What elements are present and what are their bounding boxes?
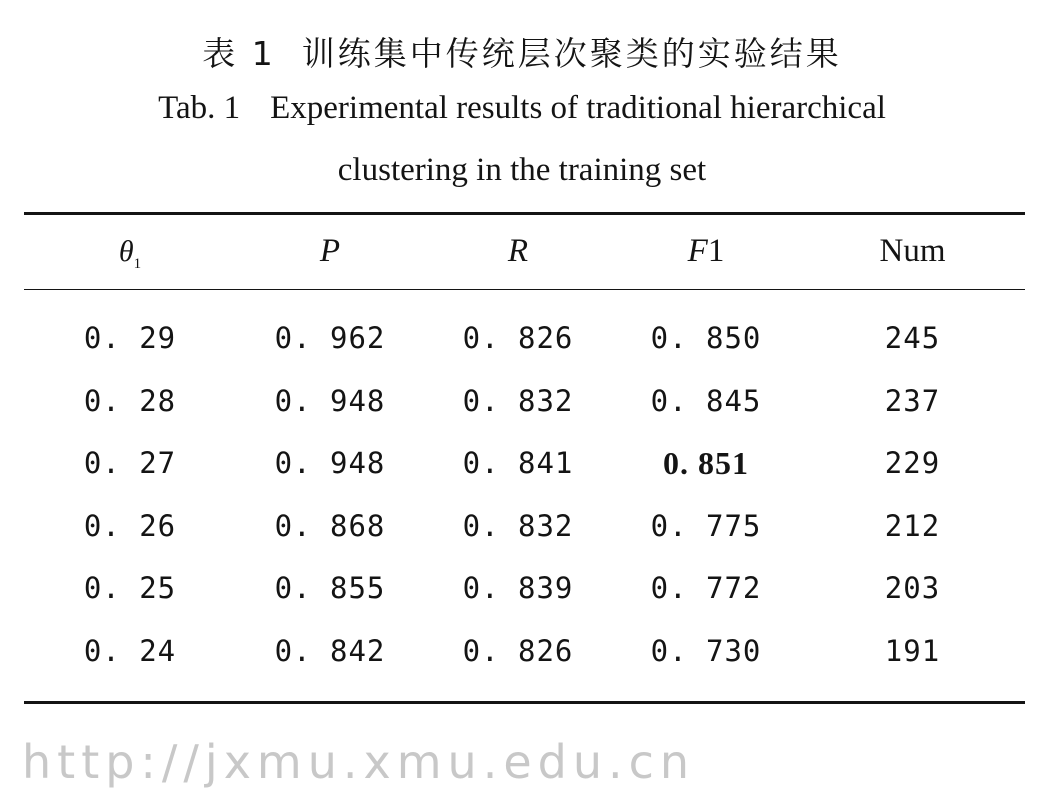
cell-theta: 0. 28: [83, 383, 177, 418]
cell-p: 0. 948: [274, 383, 386, 418]
table-bottom-rule: [24, 701, 1025, 704]
f1-letter: F: [687, 233, 708, 269]
cell-p: 0. 948: [274, 446, 386, 481]
table-header-rule: [24, 289, 1025, 290]
table-top-rule: [24, 212, 1025, 215]
cell-theta: 0. 29: [83, 321, 177, 355]
table-row: [24, 628, 1025, 674]
header-precision: P: [319, 233, 341, 269]
table-row: [24, 378, 1025, 424]
cell-num: 237: [884, 383, 941, 418]
table-number-en: Tab. 1: [158, 90, 241, 126]
cell-num: 245: [884, 321, 941, 355]
table-number-cn: 表 1: [202, 34, 276, 73]
cell-p: 0. 855: [274, 571, 386, 606]
cell-p: 0. 868: [274, 508, 386, 543]
cell-num: 212: [884, 508, 941, 543]
table-row: [24, 315, 1025, 361]
theta-symbol: θ: [118, 235, 134, 268]
cell-f1: 0. 730: [650, 634, 762, 668]
cell-f1: 0. 850: [650, 321, 762, 355]
table-row: [24, 503, 1025, 549]
cell-r: 0. 826: [462, 321, 574, 355]
table-title-cn: 训练集中传统层次聚类的实验结果: [301, 34, 842, 73]
cell-r: 0. 841: [462, 446, 574, 481]
header-theta1: [24, 228, 236, 274]
cell-num: 229: [884, 446, 941, 481]
cell-num: 203: [884, 571, 941, 606]
cell-theta: 0. 25: [83, 571, 177, 606]
cell-theta: 0. 27: [83, 446, 177, 481]
f1-digit: 1: [707, 233, 725, 269]
table-header-row: [24, 228, 1025, 274]
table-title-en-line1: Experimental results of traditional hierarchical: [270, 90, 886, 126]
watermark-url: http://jxmu.xmu.edu.cn: [22, 735, 696, 789]
table-row: [24, 440, 1025, 486]
cell-f1: 0. 845: [650, 383, 762, 418]
table-caption-chinese: [0, 28, 1044, 75]
cell-p: 0. 842: [274, 634, 386, 668]
table-row: [24, 565, 1025, 611]
header-f1: [612, 228, 800, 274]
header-num: Num: [879, 233, 946, 269]
cell-theta: 0. 26: [83, 508, 177, 543]
cell-theta: 0. 24: [83, 634, 177, 668]
cell-p: 0. 962: [274, 321, 386, 355]
theta-subscript: 1: [133, 256, 142, 272]
cell-f1: 0. 772: [650, 571, 762, 606]
header-recall: R: [507, 233, 529, 269]
cell-r: 0. 839: [462, 571, 574, 606]
cell-f1: 0. 775: [650, 508, 762, 543]
table-caption-english-line2: clustering in the training set: [337, 152, 707, 188]
cell-r: 0. 832: [462, 383, 574, 418]
cell-r: 0. 826: [462, 634, 574, 668]
cell-f1: 0. 851: [663, 445, 749, 482]
cell-num: 191: [884, 634, 941, 668]
cell-r: 0. 832: [462, 508, 574, 543]
table-caption-english-line1: [0, 90, 1044, 127]
